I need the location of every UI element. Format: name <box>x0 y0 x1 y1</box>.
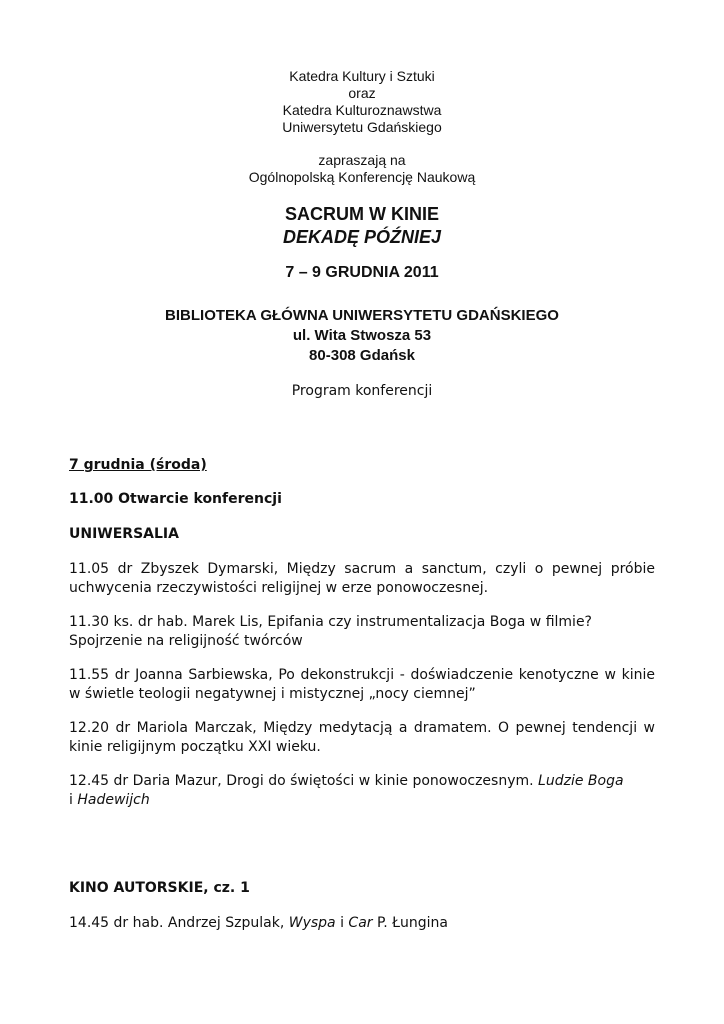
talk-item-1: 11.05 dr Zbyszek Dymarski, Między sacrum a sanctum, czyli o pewnej próbie uchwycenia rzeczywistości religijnej w erze ponowoczesnej. <box>69 561 655 596</box>
talk-5-connector: i <box>69 792 73 808</box>
venue-name: BIBLIOTEKA GŁÓWNA UNIWERSYTETU GDAŃSKIEGO <box>165 307 559 324</box>
university-name: Uniwersytetu Gdańskiego <box>282 119 442 135</box>
invite-line-2: Ogólnopolską Konferencję Naukową <box>248 169 476 185</box>
talk-6-connector: i <box>335 915 349 931</box>
title-line-2: DEKADĘ PÓŹNIEJ <box>282 227 442 247</box>
conference-title <box>0 203 724 249</box>
section-heading-universalia: UNIWERSALIA <box>69 526 179 542</box>
organizers-block <box>0 68 724 136</box>
invitation-block <box>0 152 724 186</box>
conference-dates: 7 – 9 GRUDNIA 2011 <box>285 264 439 281</box>
talk-6-suffix: P. Łungina <box>372 915 449 931</box>
talk-6-text: 14.45 dr hab. Andrzej Szpulak, <box>69 915 289 931</box>
talk-item-2: 11.30 ks. dr hab. Marek Lis, Epifania czy instrumentalizacja Boga w filmie? Spojrzenie na religijność twórców <box>69 614 592 649</box>
invite-line-1: zapraszają na <box>318 152 406 168</box>
talk-6-film-1: Wyspa <box>288 915 336 931</box>
section-heading-kino-autorskie: KINO AUTORSKIE, cz. 1 <box>69 880 250 896</box>
organizer-1: Katedra Kultury i Sztuki <box>289 68 435 84</box>
venue-block <box>0 306 724 366</box>
day-heading: 7 grudnia (środa) <box>69 457 207 473</box>
organizer-2: Katedra Kulturoznawstwa <box>282 102 442 118</box>
title-line-1: SACRUM W KINIE <box>285 204 439 224</box>
program-label: Program konferencji <box>291 383 433 399</box>
talk-5-film-2: Hadewijch <box>77 792 150 808</box>
talk-6-film-2: Car <box>348 915 373 931</box>
venue-city: 80-308 Gdańsk <box>309 347 415 364</box>
talk-item-6 <box>69 914 655 933</box>
opening-session: 11.00 Otwarcie konferencji <box>69 491 282 507</box>
organizer-connector: oraz <box>348 85 376 101</box>
talk-item-3: 11.55 dr Joanna Sarbiewska, Po dekonstrukcji - doświadczenie kenotyczne w kinie w świetle teologii negatywnej i mistycznej „nocy ciemnej” <box>69 667 655 702</box>
talk-5-text: 12.45 dr Daria Mazur, Drogi do świętości w kinie ponowoczesnym. <box>69 773 539 789</box>
talk-item-4: 12.20 dr Mariola Marczak, Między medytacją a dramatem. O pewnej tendencji w kinie religijnym początku XXI wieku. <box>69 720 655 755</box>
talk-5-film-1: Ludzie Boga <box>538 773 624 789</box>
venue-street: ul. Wita Stwosza 53 <box>292 327 432 344</box>
talk-item-5 <box>69 772 655 810</box>
